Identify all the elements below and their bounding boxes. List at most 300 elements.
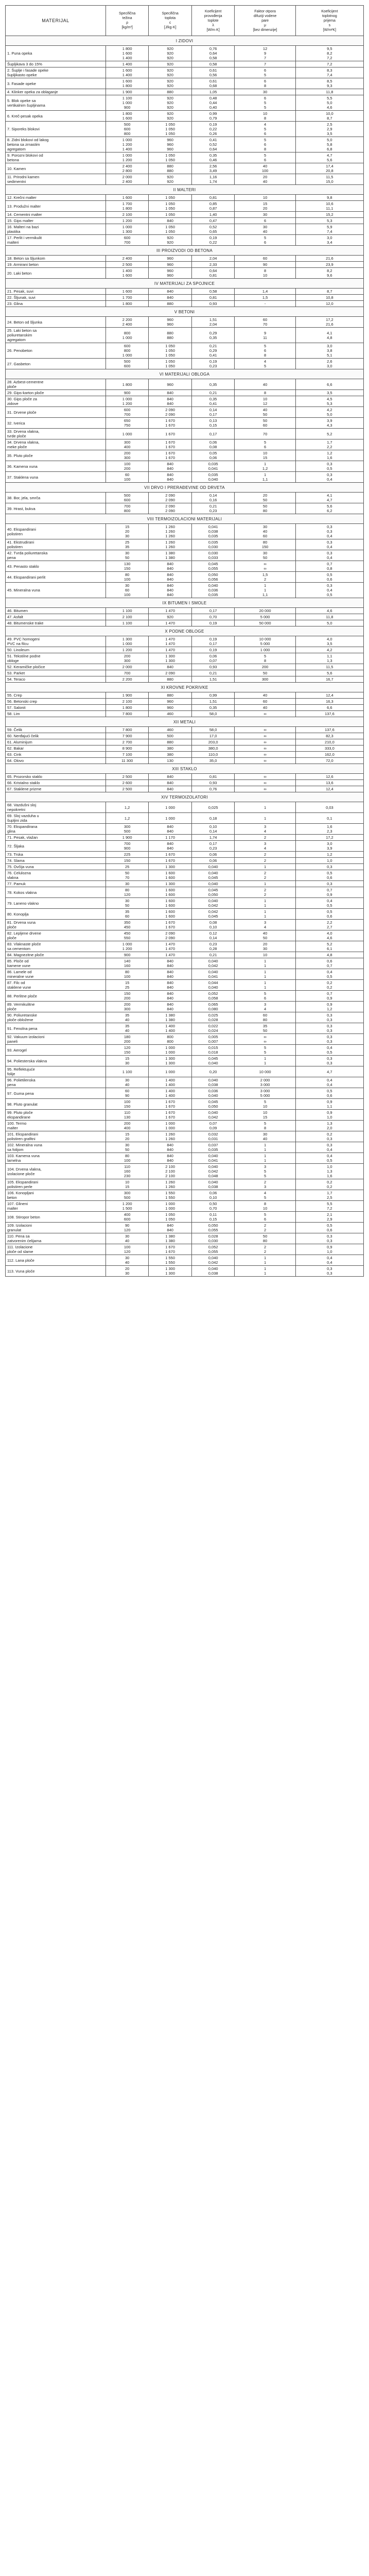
density-cell: 2 600 bbox=[106, 780, 149, 786]
conductivity-cell: 0,81 bbox=[191, 295, 235, 301]
table-row bbox=[6, 295, 364, 301]
vapour-resistance-cell: 1 1,2 bbox=[235, 461, 295, 472]
heat-absorption-cell: 13,6 bbox=[295, 780, 363, 786]
table-row bbox=[6, 653, 364, 664]
heat-absorption-cell: 5,9 7,4 bbox=[295, 224, 363, 235]
density-cell: 1 400 1 600 bbox=[106, 268, 149, 279]
density-cell: 80 100 bbox=[106, 572, 149, 583]
specific-heat-cell: 920 bbox=[149, 614, 192, 620]
density-cell: 1 600 bbox=[106, 289, 149, 295]
header-specific-heat: Specifična toplota c [J/kg·K] bbox=[149, 6, 192, 36]
vapour-resistance-cell: 10 8 bbox=[235, 111, 295, 122]
density-cell: 2 100 bbox=[106, 212, 149, 218]
vapour-resistance-cell: 6 5 5 bbox=[235, 95, 295, 111]
material-name-cell: 23. Glina bbox=[6, 301, 106, 307]
section-header bbox=[6, 598, 364, 608]
material-name-cell: 42. Tvrda poliuretanska pena bbox=[6, 550, 106, 561]
table-row bbox=[6, 733, 364, 739]
table-row bbox=[6, 1190, 364, 1201]
specific-heat-cell: 920 920 920 bbox=[149, 95, 192, 111]
material-name-cell: 32. Iverica bbox=[6, 418, 106, 429]
section-header bbox=[6, 792, 364, 802]
density-cell: 30 40 bbox=[106, 1255, 149, 1266]
section-title: XIV TERMOIZOLATORI bbox=[6, 792, 364, 802]
material-name-cell: 5. Blok opeke sa vertikalnim šupljinama bbox=[6, 95, 106, 111]
specific-heat-cell: 880 bbox=[149, 301, 192, 307]
density-cell: 2 000 2 400 bbox=[106, 174, 149, 185]
section-header bbox=[6, 483, 364, 493]
table-row bbox=[6, 952, 364, 958]
material-name-cell: 104. Drvena vlakna, izolacione ploče bbox=[6, 1164, 106, 1179]
vapour-resistance-cell: ∞ bbox=[235, 711, 295, 717]
materials-table bbox=[5, 5, 364, 1277]
density-cell: 120 150 bbox=[106, 1045, 149, 1056]
density-cell: 2 000 bbox=[106, 664, 149, 670]
specific-heat-cell: 1 050 1 050 bbox=[149, 201, 192, 212]
table-row bbox=[6, 670, 364, 676]
conductivity-cell: 0,032 0,031 bbox=[191, 1131, 235, 1142]
table-row bbox=[6, 1255, 364, 1266]
density-cell: 60 90 bbox=[106, 1088, 149, 1099]
conductivity-cell: 0,21 0,23 bbox=[191, 503, 235, 514]
material-name-cell: 18. Beton sa šljunkom bbox=[6, 256, 106, 262]
density-cell: 1 100 bbox=[106, 608, 149, 614]
conductivity-cell: 0,99 0,79 bbox=[191, 111, 235, 122]
heat-absorption-cell: 1,0 1,3 1,6 bbox=[295, 1164, 363, 1179]
specific-heat-cell: 1 400 1 400 bbox=[149, 1077, 192, 1088]
heat-absorption-cell: 9,8 bbox=[295, 195, 363, 201]
heat-absorption-cell: 1,6 2,3 bbox=[295, 824, 363, 835]
table-row bbox=[6, 1164, 364, 1179]
conductivity-cell: 2,33 bbox=[191, 262, 235, 268]
vapour-resistance-cell: 40 bbox=[235, 692, 295, 699]
table-row bbox=[6, 699, 364, 705]
conductivity-cell: 0,06 bbox=[191, 858, 235, 864]
material-name-cell: 107. Glineni malter bbox=[6, 1201, 106, 1212]
vapour-resistance-cell: 1 bbox=[235, 813, 295, 824]
heat-absorption-cell: 1,2 bbox=[295, 852, 363, 858]
heat-absorption-cell: 0,3 0,4 bbox=[295, 472, 363, 483]
specific-heat-cell: 840 bbox=[149, 289, 192, 295]
heat-absorption-cell: 2,2 2,7 bbox=[295, 920, 363, 930]
table-row bbox=[6, 941, 364, 952]
conductivity-cell: 0,045 0,050 bbox=[191, 887, 235, 898]
conductivity-cell: 0,17 0,23 bbox=[191, 841, 235, 852]
table-row bbox=[6, 676, 364, 683]
conductivity-cell: 0,06 bbox=[191, 852, 235, 858]
material-name-cell: 98. Pluto granulat bbox=[6, 1099, 106, 1110]
specific-heat-cell: 1 050 1 050 bbox=[149, 152, 192, 163]
density-cell: 140 160 bbox=[106, 958, 149, 969]
vapour-resistance-cell: 60 70 bbox=[235, 317, 295, 328]
section-title: VIII TERMOIZOLACIONI MATERIJALI bbox=[6, 514, 364, 524]
material-name-cell: 69. Sloj vazduha u šupljini zida bbox=[6, 813, 106, 824]
table-row bbox=[6, 1244, 364, 1255]
specific-heat-cell: 1 050 1 050 bbox=[149, 359, 192, 369]
material-name-cell: 106. Konopljani beton bbox=[6, 1190, 106, 1201]
table-row bbox=[6, 1131, 364, 1142]
material-name-cell: 73. Trska bbox=[6, 852, 106, 858]
specific-heat-cell: 960 bbox=[149, 256, 192, 262]
table-row bbox=[6, 218, 364, 224]
heat-absorption-cell: 11,5 bbox=[295, 664, 363, 670]
conductivity-cell: 1,40 bbox=[191, 212, 235, 218]
table-row bbox=[6, 980, 364, 991]
material-name-cell: 113. Vuna ploče bbox=[6, 1266, 106, 1277]
conductivity-cell: 0,23 0,28 bbox=[191, 941, 235, 952]
density-cell: 1 800 bbox=[106, 301, 149, 307]
density-cell: 100 200 bbox=[106, 461, 149, 472]
vapour-resistance-cell: 40 100 bbox=[235, 163, 295, 174]
material-name-cell: 61. Aluminijum bbox=[6, 739, 106, 745]
density-cell: 25 bbox=[106, 864, 149, 870]
vapour-resistance-cell: 4 5 6 bbox=[235, 122, 295, 137]
vapour-resistance-cell: ∞ bbox=[235, 745, 295, 752]
specific-heat-cell: 1 670 1 670 bbox=[149, 920, 192, 930]
table-row bbox=[6, 858, 364, 864]
specific-heat-cell: 1 470 bbox=[149, 620, 192, 626]
vapour-resistance-cell: 30 40 bbox=[235, 224, 295, 235]
heat-absorption-cell: 0,2 0,2 bbox=[295, 1179, 363, 1190]
conductivity-cell: 0,93 bbox=[191, 780, 235, 786]
material-name-cell: 76. Celulozna vlakna bbox=[6, 870, 106, 881]
density-cell: 600 700 bbox=[106, 407, 149, 418]
conductivity-cell: 0,21 bbox=[191, 390, 235, 396]
density-cell: 1 800 1 600 bbox=[106, 111, 149, 122]
conductivity-cell: 0,040 0,042 bbox=[191, 898, 235, 909]
heat-absorption-cell: 0,5 0,6 bbox=[295, 572, 363, 583]
density-cell: 30 50 bbox=[106, 1142, 149, 1153]
material-name-cell: 99. Pluto ploče ekspandirane bbox=[6, 1110, 106, 1121]
vapour-resistance-cell: 90 bbox=[235, 262, 295, 268]
heat-absorption-cell: 137,6 bbox=[295, 727, 363, 733]
conductivity-cell: 0,18 bbox=[191, 813, 235, 824]
specific-heat-cell: 1 670 bbox=[149, 429, 192, 439]
specific-heat-cell: 840 840 bbox=[149, 1002, 192, 1012]
density-cell: 15 20 30 bbox=[106, 524, 149, 539]
specific-heat-cell: 380 bbox=[149, 752, 192, 758]
specific-heat-cell: 960 bbox=[149, 699, 192, 705]
specific-heat-cell: 840 bbox=[149, 390, 192, 396]
specific-heat-cell: 1 380 1 380 bbox=[149, 1012, 192, 1023]
table-row bbox=[6, 268, 364, 279]
conductivity-cell: 0,48 0,44 0,40 bbox=[191, 95, 235, 111]
heat-absorption-cell: 4,2 5,0 bbox=[295, 407, 363, 418]
density-cell: 90 120 bbox=[106, 1223, 149, 1233]
material-name-cell: 27. Gasbeton bbox=[6, 359, 106, 369]
density-cell: 600 800 1 000 bbox=[106, 343, 149, 359]
heat-absorption-cell: 4,8 bbox=[295, 952, 363, 958]
heat-absorption-cell: 2,5 2,9 3,5 bbox=[295, 122, 363, 137]
conductivity-cell: 0,005 0,007 bbox=[191, 1034, 235, 1045]
material-name-cell: 97. Guma pena bbox=[6, 1088, 106, 1099]
vapour-resistance-cell: 15 20 bbox=[235, 201, 295, 212]
conductivity-cell: 0,81 bbox=[191, 195, 235, 201]
table-row bbox=[6, 1179, 364, 1190]
material-name-cell: 109. Izolacioni granulat bbox=[6, 1223, 106, 1233]
table-row bbox=[6, 46, 364, 61]
table-row bbox=[6, 780, 364, 786]
specific-heat-cell: 460 bbox=[149, 727, 192, 733]
material-name-cell: 4. Klinker opeka za oblaganje bbox=[6, 89, 106, 95]
specific-heat-cell: 840 bbox=[149, 295, 192, 301]
conductivity-cell: 0,85 0,87 bbox=[191, 201, 235, 212]
specific-heat-cell: 1 670 1 670 bbox=[149, 1244, 192, 1255]
table-row bbox=[6, 61, 364, 67]
conductivity-cell: 0,64 0,81 bbox=[191, 268, 235, 279]
section-title: III PROIZVODI OD BETONA bbox=[6, 246, 364, 256]
heat-absorption-cell: 12,4 bbox=[295, 786, 363, 792]
specific-heat-cell: 1 260 1 260 bbox=[149, 1131, 192, 1142]
density-cell: 1 900 bbox=[106, 692, 149, 699]
density-cell: 2 500 bbox=[106, 262, 149, 268]
density-cell: 80 120 bbox=[106, 887, 149, 898]
heat-absorption-cell: 0,3 0,4 0,5 bbox=[295, 583, 363, 598]
specific-heat-cell: 1 050 bbox=[149, 212, 192, 218]
density-cell: 1 000 bbox=[106, 429, 149, 439]
table-row bbox=[6, 852, 364, 858]
material-name-cell: 38. Bor, jela, smrča bbox=[6, 493, 106, 503]
table-row bbox=[6, 201, 364, 212]
vapour-resistance-cell: 1 1 bbox=[235, 898, 295, 909]
conductivity-cell: 0,036 0,040 bbox=[191, 1088, 235, 1099]
specific-heat-cell: 130 bbox=[149, 758, 192, 764]
specific-heat-cell: 960 960 bbox=[149, 268, 192, 279]
heat-absorption-cell: 0,3 0,4 bbox=[295, 539, 363, 550]
material-name-cell: 81. Drvena vuna ploče bbox=[6, 920, 106, 930]
vapour-resistance-cell: ∞ bbox=[235, 774, 295, 780]
specific-heat-cell: 1 000 1 000 bbox=[149, 1201, 192, 1212]
conductivity-cell: 0,19 0,22 bbox=[191, 235, 235, 246]
conductivity-cell: 0,12 0,14 bbox=[191, 930, 235, 941]
vapour-resistance-cell: 12 9 7 bbox=[235, 46, 295, 61]
heat-absorption-cell: 10,8 bbox=[295, 295, 363, 301]
conductivity-cell: 1,16 1,74 bbox=[191, 174, 235, 185]
specific-heat-cell: 840 840 bbox=[149, 1153, 192, 1164]
heat-absorption-cell: 15,2 bbox=[295, 212, 363, 218]
density-cell: 110 130 bbox=[106, 1110, 149, 1121]
table-row bbox=[6, 1045, 364, 1056]
specific-heat-cell: 840 bbox=[149, 780, 192, 786]
density-cell: 1 800 bbox=[106, 705, 149, 711]
specific-heat-cell: 800 800 bbox=[149, 1034, 192, 1045]
material-name-cell: 14. Cementni malter bbox=[6, 212, 106, 218]
heat-absorption-cell: 210,0 bbox=[295, 739, 363, 745]
specific-heat-cell: 1 670 bbox=[149, 858, 192, 864]
section-header bbox=[6, 764, 364, 774]
conductivity-cell: 0,052 0,058 bbox=[191, 991, 235, 1002]
material-name-cell: 103. Kamena vuna lamelna bbox=[6, 1153, 106, 1164]
section-title: II MALTERI bbox=[6, 185, 364, 195]
density-cell: 1 700 bbox=[106, 295, 149, 301]
specific-heat-cell: 1 380 1 380 bbox=[149, 1233, 192, 1244]
material-name-cell: 74. Slama bbox=[6, 858, 106, 864]
table-row bbox=[6, 561, 364, 572]
material-name-cell: 96. Polietilenska pena bbox=[6, 1077, 106, 1088]
specific-heat-cell: 920 920 bbox=[149, 174, 192, 185]
conductivity-cell: 0,93 bbox=[191, 664, 235, 670]
table-row bbox=[6, 1153, 364, 1164]
density-cell: 2 200 bbox=[106, 676, 149, 683]
table-row bbox=[6, 550, 364, 561]
specific-heat-cell: 1 000 bbox=[149, 813, 192, 824]
vapour-resistance-cell: 40 bbox=[235, 705, 295, 711]
conductivity-cell: 0,045 0,040 bbox=[191, 1056, 235, 1066]
density-cell: 20 30 bbox=[106, 1266, 149, 1277]
heat-absorption-cell: 0,5 0,6 bbox=[295, 1088, 363, 1099]
vapour-resistance-cell: 5 6 bbox=[235, 152, 295, 163]
vapour-resistance-cell: 2 000 3 000 bbox=[235, 1077, 295, 1088]
table-row bbox=[6, 89, 364, 95]
specific-heat-cell: 840 840 bbox=[149, 958, 192, 969]
table-row bbox=[6, 1002, 364, 1012]
density-cell: 300 400 bbox=[106, 439, 149, 450]
specific-heat-cell: 1 260 1 260 bbox=[149, 539, 192, 550]
vapour-resistance-cell: 1 000 bbox=[235, 647, 295, 653]
specific-heat-cell: 1 600 1 600 bbox=[149, 887, 192, 898]
conductivity-cell: 0,19 0,23 bbox=[191, 359, 235, 369]
material-name-cell: 111. Izolacione ploče od slame bbox=[6, 1244, 106, 1255]
vapour-resistance-cell: 5 5 bbox=[235, 1045, 295, 1056]
vapour-resistance-cell: 20 30 bbox=[235, 941, 295, 952]
heat-absorption-cell: 3,5 bbox=[295, 390, 363, 396]
conductivity-cell: 0,065 0,080 bbox=[191, 1002, 235, 1012]
vapour-resistance-cell: 6 5 bbox=[235, 67, 295, 78]
vapour-resistance-cell: 70 bbox=[235, 429, 295, 439]
table-row bbox=[6, 224, 364, 235]
specific-heat-cell: 840 840 bbox=[149, 572, 192, 583]
vapour-resistance-cell: 3 000 5 000 bbox=[235, 1088, 295, 1099]
conductivity-cell: 0,61 0,56 bbox=[191, 67, 235, 78]
heat-absorption-cell: 0,3 0,3 bbox=[295, 1034, 363, 1045]
table-body bbox=[6, 36, 364, 1277]
table-row bbox=[6, 835, 364, 841]
header-vapour-resistance: Faktor otpora difuziji vodene pare μ [bez dimenzije] bbox=[235, 6, 295, 36]
table-row bbox=[6, 958, 364, 969]
heat-absorption-cell: 16,3 bbox=[295, 699, 363, 705]
material-name-cell: 77. Pamuk bbox=[6, 881, 106, 887]
density-cell: 1 200 1 500 bbox=[106, 1201, 149, 1212]
specific-heat-cell: 1 050 1 050 bbox=[149, 1212, 192, 1223]
heat-absorption-cell: 0,3 0,5 bbox=[295, 461, 363, 472]
heat-absorption-cell: 4,2 bbox=[295, 647, 363, 653]
conductivity-cell: 0,052 0,055 bbox=[191, 1244, 235, 1255]
vapour-resistance-cell: 3 4 bbox=[235, 920, 295, 930]
conductivity-cell: 0,06 0,10 bbox=[191, 1190, 235, 1201]
section-title: X PODNE OBLOGE bbox=[6, 626, 364, 636]
specific-heat-cell: 2 090 bbox=[149, 670, 192, 676]
vapour-resistance-cell: 50 000 bbox=[235, 620, 295, 626]
vapour-resistance-cell: 30 40 bbox=[235, 1131, 295, 1142]
heat-absorption-cell: 12,4 bbox=[295, 692, 363, 699]
specific-heat-cell: 1 300 1 300 bbox=[149, 1056, 192, 1066]
section-title: V BETONI bbox=[6, 307, 364, 317]
density-cell: 15 25 bbox=[106, 980, 149, 991]
table-row bbox=[6, 493, 364, 503]
vapour-resistance-cell: 30 bbox=[235, 89, 295, 95]
material-name-cell: 45. Mineralna vuna bbox=[6, 583, 106, 598]
material-name-cell: 62. Bakar bbox=[6, 745, 106, 752]
conductivity-cell: 0,044 0,040 bbox=[191, 980, 235, 991]
conductivity-cell: 0,025 0,028 bbox=[191, 1012, 235, 1023]
table-row bbox=[6, 802, 364, 813]
heat-absorption-cell: 10,0 8,7 bbox=[295, 111, 363, 122]
table-row bbox=[6, 78, 364, 89]
density-cell: 1 200 bbox=[106, 647, 149, 653]
conductivity-cell: 0,06 0,08 bbox=[191, 439, 235, 450]
conductivity-cell: 0,045 0,050 bbox=[191, 1099, 235, 1110]
material-name-cell: 12. Krečni malter bbox=[6, 195, 106, 201]
density-cell: 225 bbox=[106, 852, 149, 858]
material-name-cell: 93. Aerogel bbox=[6, 1045, 106, 1056]
vapour-resistance-cell: 8 bbox=[235, 390, 295, 396]
material-name-cell: 57. Salonit bbox=[6, 705, 106, 711]
vapour-resistance-cell: 4 5 bbox=[235, 359, 295, 369]
table-row bbox=[6, 774, 364, 780]
density-cell: 7 100 bbox=[106, 752, 149, 758]
specific-heat-cell: 880 bbox=[149, 676, 192, 683]
vapour-resistance-cell: 1 1 bbox=[235, 969, 295, 980]
table-row bbox=[6, 887, 364, 898]
conductivity-cell: 0,35 bbox=[191, 705, 235, 711]
material-name-cell: 9. Porozni blokovi od betona bbox=[6, 152, 106, 163]
density-cell: 30 bbox=[106, 881, 149, 887]
vapour-resistance-cell: 20 50 bbox=[235, 493, 295, 503]
specific-heat-cell: 2 090 2 090 bbox=[149, 503, 192, 514]
heat-absorption-cell: 0,4 0,4 bbox=[295, 1255, 363, 1266]
heat-absorption-cell: 1,7 2,5 bbox=[295, 1190, 363, 1201]
table-row bbox=[6, 1023, 364, 1034]
density-cell: 60 100 bbox=[106, 472, 149, 483]
material-name-cell: 8. Zidni blokovi od lakog betona sa zrnastim agregatom bbox=[6, 137, 106, 152]
heat-absorption-cell: 21,6 bbox=[295, 256, 363, 262]
specific-heat-cell: 1 550 1 550 bbox=[149, 1255, 192, 1266]
heat-absorption-cell: 0,3 0,3 0,4 bbox=[295, 524, 363, 539]
vapour-resistance-cell: ∞ ∞ bbox=[235, 561, 295, 572]
table-row bbox=[6, 758, 364, 764]
section-title: I ZIDOVI bbox=[6, 36, 364, 46]
material-name-cell: 72. Šljaka bbox=[6, 841, 106, 852]
material-name-cell: 30. Gips ploče za zidove bbox=[6, 396, 106, 407]
density-cell: 150 bbox=[106, 858, 149, 864]
heat-absorption-cell: 8,3 7,4 bbox=[295, 67, 363, 78]
specific-heat-cell: 880 880 bbox=[149, 328, 192, 343]
specific-heat-cell: 840 840 bbox=[149, 396, 192, 407]
density-cell: 300 500 bbox=[106, 1190, 149, 1201]
vapour-resistance-cell: 5 6 bbox=[235, 1212, 295, 1223]
conductivity-cell: 0,11 0,15 bbox=[191, 1212, 235, 1223]
specific-heat-cell: 840 840 840 bbox=[149, 583, 192, 598]
material-name-cell: 67. Staklene prizme bbox=[6, 786, 106, 792]
material-name-cell: 10. Kamen bbox=[6, 163, 106, 174]
density-cell: 1 600 1 800 bbox=[106, 78, 149, 89]
vapour-resistance-cell: 1,5 bbox=[235, 295, 295, 301]
material-name-cell: 13. Produžni malter bbox=[6, 201, 106, 212]
specific-heat-cell: 960 bbox=[149, 262, 192, 268]
table-row bbox=[6, 1056, 364, 1066]
conductivity-cell: 0,040 0,042 bbox=[191, 958, 235, 969]
heat-absorption-cell: 2,1 2,9 bbox=[295, 1212, 363, 1223]
vapour-resistance-cell: 6 bbox=[235, 218, 295, 224]
specific-heat-cell: 1 050 1 050 bbox=[149, 224, 192, 235]
table-row bbox=[6, 1212, 364, 1223]
section-header bbox=[6, 626, 364, 636]
heat-absorption-cell: 5,5 7,2 bbox=[295, 1201, 363, 1212]
vapour-resistance-cell: 20 000 bbox=[235, 608, 295, 614]
material-name-cell: 41. Ekstrudirani polistiren bbox=[6, 539, 106, 550]
density-cell: 500 600 bbox=[106, 493, 149, 503]
heat-absorption-cell: 333,0 bbox=[295, 745, 363, 752]
